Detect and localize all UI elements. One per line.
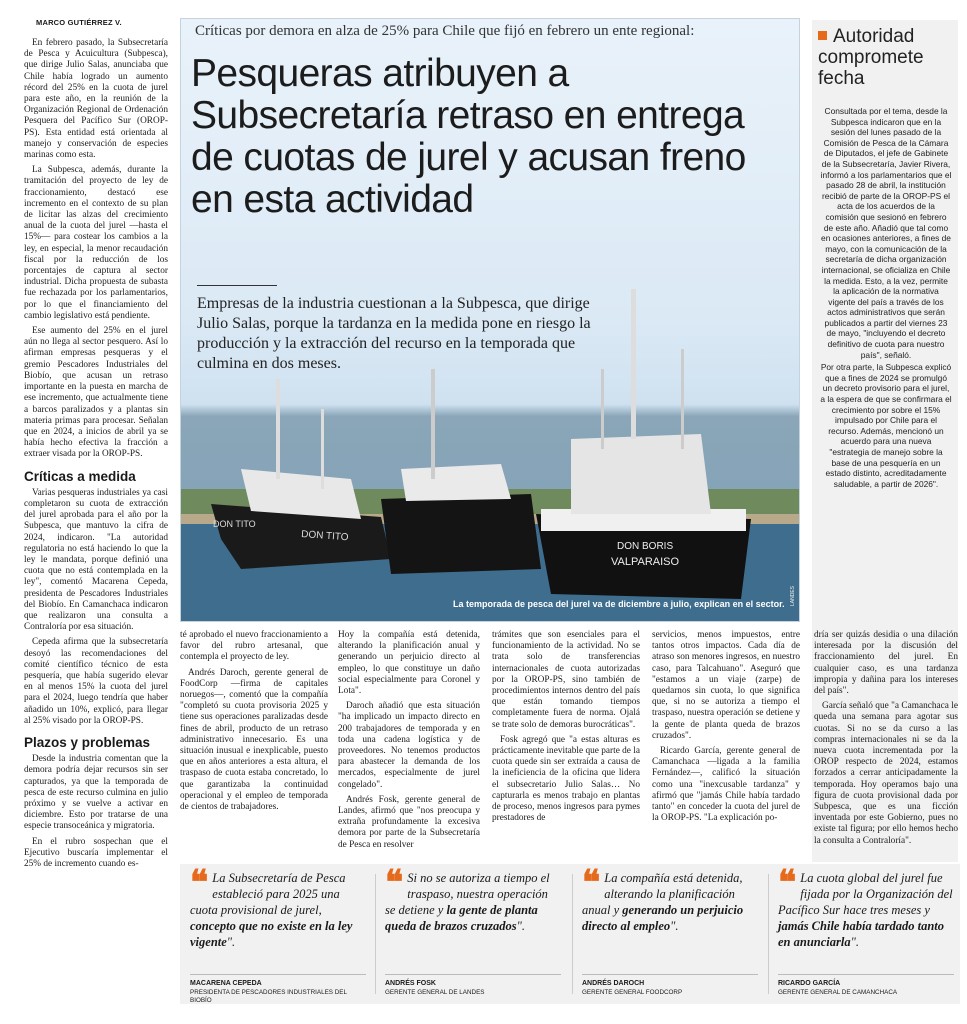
paragraph: té aprobado el nuevo fraccionamiento a favor del rubro artesanal, que contempla el proyecto de ley.: [180, 630, 328, 663]
quote-mark-icon: ❝: [582, 863, 601, 903]
quote-garcia: [778, 863, 954, 996]
column-6: [814, 630, 958, 851]
quote-author: ANDRÉS DAROCH: [582, 980, 645, 987]
paragraph: servicios, menos impuestos, entre tantos otros impactos. Cada día de atraso son menores ingresos, en nuestro caso, para Talcahuano". Aseguró que "estamos a un viaje (zarpe) de quedarnos sin cuota, lo que significa que, si no se autoriza a tiempo el traspaso, nuestra operación se detiene y la gente de planta queda de brazos cruzados".: [652, 630, 800, 741]
divider: [375, 874, 376, 994]
divider: [768, 874, 769, 994]
quote-mark-icon: ❝: [778, 863, 797, 903]
column-5: [652, 630, 800, 828]
quote-daroch: [582, 863, 758, 996]
quote-text: La Subsecretaría de Pesca estableció para 2025 una cuota provisional de jurel, concepto que no existe en la ley vigente".: [190, 871, 353, 949]
divider: [572, 874, 573, 994]
paragraph: Fosk agregó que "a estas alturas es prácticamente inevitable que parte de la cuota quede sin ser extraída a causa de la ineficiencia de la oficina que lidera el subsecretario Julio Salas… No capturarla es menos trabajo en plantas de proceso, menos ingresos para pymes prestadores de: [492, 734, 640, 824]
kicker: Críticas por demora en alza de 25% para Chile que fijó en febrero un ente regional:: [195, 23, 695, 39]
paragraph: Desde la industria comentan que la demora podría dejar recursos sin ser capturados, ya que la temporada de pesca de este recurso culmina en julio próximo y se vuelve a activar en diciembre. Esto por tratarse de una especie transoceánica y migratoria.: [24, 754, 168, 832]
divider: [778, 974, 954, 975]
paragraph: Ricardo García, gerente general de Camanchaca —ligada a la familia Fernández—, calificó la situación como una "inexcusable tardanza" y afirmó que "jamás Chile había tardado tanto" en conceder la cuota del jurel de la OROP-PS. "La explicación po-: [652, 746, 800, 824]
quote-fosk: [385, 863, 561, 996]
quote-role: GERENTE GENERAL DE CAMANCHACA: [778, 989, 898, 996]
paragraph: Andrés Fosk, gerente general de Landes, afirmó que "nos preocupa y extraña profundamente la excesiva demora por parte de la Subsecretaría de Pesca en resolver: [338, 794, 480, 850]
sidebar-title-text: Autoridad compromete fecha: [818, 26, 924, 89]
headline: Pesqueras atribuyen a Subsecretaría retraso en entrega de cuotas de jurel y acusan freno en esta actividad: [191, 52, 746, 221]
quote-author: MACARENA CEPEDA: [190, 980, 262, 987]
quote-author: RICARDO GARCÍA: [778, 980, 841, 987]
paragraph: En el rubro sospechan que el Ejecutivo buscaría implementar el 25% de incremento cuando es-: [24, 836, 168, 870]
subhead-plazos: Plazos y problemas: [24, 734, 151, 750]
quote-text: Si no se autoriza a tiempo el traspaso, nuestra operación se detiene y la gente de planta queda de brazos cruzados".: [385, 871, 550, 933]
quote-mark-icon: ❝: [385, 863, 404, 903]
quote-text: La compañía está detenida, alterando la planificación anual y generando un perjuicio directo al empleo".: [582, 871, 744, 933]
ship-name-don-boris: DON BORIS: [617, 541, 674, 552]
divider: [582, 974, 758, 975]
paragraph: trámites que son esenciales para el funcionamiento de la actividad. No se trata solo de transferencias internacionales de cuota autorizadas por la OROP-PS, sino también de procedimientos internos dentro del país que están tomando tiempos completamente fuera de norma. Ojalá se trate solo de demoras burocráticas".: [492, 630, 640, 730]
paragraph: Consultada por el tema, desde la Subpesca indicaron que en la sesión del lunes pasado de la Comisión de Pesca de la Cámara de Diputados, el jefe de Gabinete de la Subsecretaría, Javier Rivera, informó a los parlamentarios que el pasado 28 de abril, la institución recibió de parte de la OROP-PS el acta de los acuerdos de la comisión que sesionó en febrero de este año. Añadió que tal como en ocasiones anteriores, a fines de mayo, con la comunicación de la secretaría de dicha organización internacional, se oficializa en Chile la medida. Esto, a la vez, permite la aplicación de la normativa vigente del país a través de los actos administrativos que serán publicados a partir del viernes 23 de mayo, "incluyendo el decreto definitivo de cuota para nuestro país", señaló.: [820, 106, 952, 360]
photo-caption: La temporada de pesca del jurel va de diciembre a julio, explican en el sector.: [453, 599, 785, 609]
sidebar-title: [818, 26, 952, 89]
ship-name-don-tito: DON TITO: [300, 529, 349, 544]
dek: [197, 285, 617, 374]
quote-author: ANDRÉS FOSK: [385, 980, 436, 987]
subhead-criticas: Críticas a medida: [24, 468, 136, 484]
paragraph: Hoy la compañía está detenida, alterando la planificación anual y generando un perjuicio directo al empleo, lo que constituye un daño social especialmente para Coronel y Lota".: [338, 630, 480, 697]
quote-mark-icon: ❝: [190, 863, 209, 903]
paragraph: Daroch añadió que esta situación "ha implicado un impacto directo en 200 trabajadores de temporada y en toda una cadena logística y de proveedores. No tenemos productos para abastecer la demanda de los mercados, especialmente de jurel congelado".: [338, 701, 480, 790]
column-2: [180, 630, 328, 817]
hero-photo-panel: [180, 18, 800, 622]
column-4: [492, 630, 640, 828]
divider: [385, 974, 561, 975]
quote-role: PRESIDENTA DE PESCADORES INDUSTRIALES DEL BIOBÍO: [190, 989, 347, 1004]
ship-name-don-tito-2: DON TITO: [213, 519, 256, 529]
divider: [190, 974, 366, 975]
dek-text: Empresas de la industria cuestionan a la Subpesca, que dirige Julio Salas, porque la tardanza en la medida pone en riesgo la producción y la extracción del recurso en la temporada que culmina en dos meses.: [197, 295, 591, 372]
byline: MARCO GUTIÉRREZ V.: [36, 18, 122, 27]
column-3: [338, 630, 480, 855]
paragraph: La Subpesca, además, durante la tramitación del proyecto de ley de fraccionamiento, destacó ese incremento en el contexto de su plan de licitar las alzas del crecimiento anual de la cuota del jurel —hasta el 15%— para costear los cambios a la ley, en especial, la menor recaudación fiscal por la reducción de los porcentajes de captura al sector industrial. Dicha propuesta de subasta fue rechazada por los parlamentarios, por lo que el financiamiento del cambio legislativo está pendiente.: [24, 165, 168, 321]
column-1: [24, 38, 168, 874]
ship-port-valparaiso: VALPARAISO: [611, 556, 680, 568]
quote-role: GERENTE GENERAL FOODCORP: [582, 989, 683, 996]
photo-credit: LANDES: [790, 585, 797, 607]
paragraph: Cepeda afirma que la subsecretaría desoyó las recomendaciones del comité científico técnico de esta pesquería, que había sugerido elevar en al menos 15% la cuota del jurel para el 2024, luego tendría que haber añadido un 10%, explicó, para llegar al 25% visado por la OROP-PS.: [24, 637, 168, 726]
paragraph: Por otra parte, la Subpesca explicó que a fines de 2024 se promulgó un decreto provisorio para el jurel, a la espera de que se confirmara el crecimiento por sobre el 15% impulsado por Chile para el recurso. Además, mencionó un acuerdo para una nueva "estrategia de manejo sobre la base de una pesquería en un estado distinto, acreditadamente saludable, a partir de 2026".: [820, 362, 952, 489]
quote-cepeda: [190, 863, 366, 1004]
paragraph: En febrero pasado, la Subsecretaría de Pesca y Acuicultura (Subpesca), que dirige Julio Salas, anunciaba que Chile había logrado un aumento récord del 25% en la cuota de jurel para este año, en la reunión de la Organización Regional de Ordenación Pesquera del Pacífico Sur (OROP-PS). Esta entidad está orientada al manejo y conservación de especies marinas como esta.: [24, 38, 168, 161]
paragraph: Andrés Daroch, gerente general de FoodCorp —firma de capitales noruegos—, comentó que la compañía "completó su cuota provisoria 2025 y tiene sus operaciones paralizadas desde fines de abril, producto de un retraso administrativo innecesario. Es una situación inusual e inexplicable, puesto que en años anteriores a esta altura, el traspaso de cuota estaba concretado, lo que garantizaba la continuidad operacional y el empleo de temporada de cientos de trabajadores.: [180, 667, 328, 813]
orange-square-icon: [818, 31, 827, 40]
quote-text: La cuota global del jurel fue fijada por la Organización del Pacífico Sur hace tres meses y jamás Chile había tardado tanto en anunciarla".: [778, 871, 953, 949]
quotes-strip: [180, 864, 960, 1004]
paragraph: dría ser quizás desidia o una dilación interesada por la discusión del fraccionamiento del jurel. En cualquier caso, es una tardanza impropia y dañina para los intereses del país".: [814, 630, 958, 697]
quote-role: GERENTE GENERAL DE LANDES: [385, 989, 485, 996]
paragraph: García señaló que "a Camanchaca le queda una semana para agotar sus cuotas. Si no se da curso a las compras internacionales ni se da la nueva cuota incrementada por la OROP respecto de 2024, estamos forzados a cerrar anticipadamente la temporada. Hoy operamos bajo una figura de cuota provisional dada por Subpesca, que es una ficción inventada por este Gobierno, pues no existe tal figura; por ello hemos hecho la consulta a Contraloría".: [814, 701, 958, 846]
paragraph: Ese aumento del 25% en el jurel aún no llega al sector pesquero. Así lo afirman empresas pesqueras y el gremio Pescadores Industriales del Biobío, que acusan un retraso importante en la puesta en marcha de ese incremento, que actualmente tiene a barcos paralizados y a plantas sin materia primas para procesar. Señalan que en 2024, a inicios de abril ya se había hecho efectiva la fracción a extraer visada por la OROP-PS.: [24, 326, 168, 460]
sidebar-body: [820, 106, 952, 491]
paragraph: Varias pesqueras industriales ya casi completaron su cuota de extracción del jurel aprobada para el año por la Subpesca, que mantuvo la cifra de 2024, indicaron. "La autoridad regulatoria no está haciendo lo que la ley le mandata, porque definió una cuota que no está contemplada en la ley", comentó Macarena Cepeda, presidenta de Pescadores Industriales del Biobío. En Camanchaca indicaron que realizaron una consulta a Contraloría por esa situación.: [24, 487, 168, 633]
dek-rule: [197, 285, 277, 286]
